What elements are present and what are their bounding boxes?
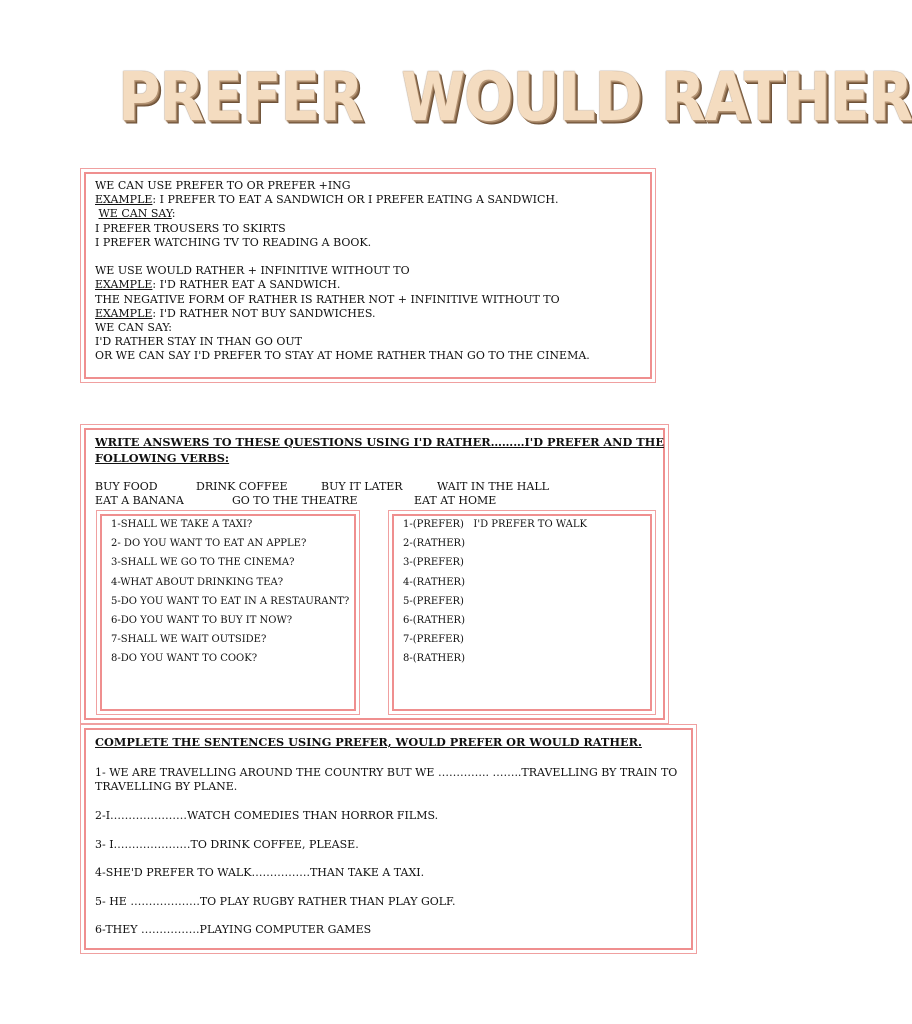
questions-list xyxy=(111,515,349,669)
we-can-say-colon: : xyxy=(171,207,176,221)
verb-eat-banana: EAT A BANANA xyxy=(95,494,184,507)
answer-2: 2-(RATHER) xyxy=(403,538,465,550)
example-prefer xyxy=(95,193,650,207)
verb-eat-at-home: EAT AT HOME xyxy=(414,494,497,507)
verb-drink-coffee: DRINK COFFEE xyxy=(196,480,288,493)
question-8: 8-DO YOU WANT TO COOK? xyxy=(111,653,258,665)
sentence-4: 4-SHE'D PREFER TO WALK…………….THAN TAKE A TAXI. xyxy=(95,866,425,879)
sentence-6: 6-THEY …………….PLAYING COMPUTER GAMES xyxy=(95,923,372,936)
example-would-rather xyxy=(95,278,650,292)
sentence-5: 5- HE ……………….TO PLAY RUGBY RATHER THAN PLAY GOLF. xyxy=(95,895,456,908)
verb-go-to-theatre: GO TO THE THEATRE xyxy=(232,494,358,507)
question-6: 6-DO YOU WANT TO BUY IT NOW? xyxy=(111,614,293,626)
exercise2-heading: COMPLETE THE SENTENCES USING PREFER, WOULD PREFER OR WOULD RATHER. xyxy=(95,735,642,749)
answer-6: 6-(RATHER) xyxy=(403,614,465,626)
example-tv: I PREFER WATCHING TV TO READING A BOOK. xyxy=(95,235,372,249)
question-1: 1-SHALL WE TAKE A TAXI? xyxy=(111,519,253,530)
question-7: 7-SHALL WE WAIT OUTSIDE? xyxy=(111,634,267,646)
we-can-say-line xyxy=(95,207,650,221)
example-cinema: OR WE CAN SAY I'D PREFER TO STAY AT HOME RATHER THAN GO TO THE CINEMA. xyxy=(95,349,590,363)
question-4: 4-WHAT ABOUT DRINKING TEA? xyxy=(111,576,284,588)
sentence-3: 3- I…………………TO DRINK COFFEE, PLEASE. xyxy=(95,838,359,851)
example-negative-text: : I'D RATHER NOT BUY SANDWICHES. xyxy=(152,306,376,320)
example-negative xyxy=(95,307,650,321)
sentence-1-cont: TRAVELLING BY PLANE. xyxy=(95,780,238,793)
answer-4: 4-(RATHER) xyxy=(403,576,465,588)
example-trousers: I PREFER TROUSERS TO SKIRTS xyxy=(95,221,286,235)
verb-buy-it-later: BUY IT LATER xyxy=(321,480,403,493)
question-3: 3-SHALL WE GO TO THE CINEMA? xyxy=(111,557,295,569)
question-5: 5-DO YOU WANT TO EAT IN A RESTAURANT? xyxy=(111,595,350,607)
answer-3: 3-(PREFER) xyxy=(403,557,464,569)
sentence-1: 1- WE ARE TRAVELLING AROUND THE COUNTRY BUT WE ………….. ……..TRAVELLING BY TRAIN TO xyxy=(95,766,678,779)
blank-line xyxy=(95,250,650,264)
rule-negative: THE NEGATIVE FORM OF RATHER IS RATHER NOT + INFINITIVE WITHOUT TO xyxy=(95,292,560,306)
example-would-rather-text: : I'D RATHER EAT A SANDWICH. xyxy=(152,278,341,292)
rule-would-rather: WE USE WOULD RATHER + INFINITIVE WITHOUT TO xyxy=(95,264,410,278)
worksheet-title: PREFER WOULD RATHER xyxy=(118,58,912,137)
rule-prefer: WE CAN USE PREFER TO OR PREFER +ING xyxy=(95,179,351,192)
verb-wait-in-hall: WAIT IN THE HALL xyxy=(437,480,549,493)
example-label: EXAMPLE xyxy=(95,306,153,320)
example-label: EXAMPLE xyxy=(95,278,153,292)
answers-list xyxy=(403,515,587,669)
answer-7: 7-(PREFER) xyxy=(403,634,464,646)
answer-1: 1-(PREFER) I'D PREFER TO WALK xyxy=(403,519,587,530)
answer-5: 5-(PREFER) xyxy=(403,595,464,607)
example-label: EXAMPLE xyxy=(95,193,153,207)
sentence-2: 2-I…………………WATCH COMEDIES THAN HORROR FILMS. xyxy=(95,809,439,822)
we-can-say-2: WE CAN SAY: xyxy=(95,320,172,334)
example-stay-in: I'D RATHER STAY IN THAN GO OUT xyxy=(95,335,302,349)
exercise1-heading-cont: FOLLOWING VERBS: xyxy=(95,451,230,465)
answer-8: 8-(RATHER) xyxy=(403,653,465,665)
we-can-say-label: WE CAN SAY xyxy=(98,207,172,221)
verb-buy-food: BUY FOOD xyxy=(95,480,158,493)
question-2: 2- DO YOU WANT TO EAT AN APPLE? xyxy=(111,538,307,550)
example-prefer-text: : I PREFER TO EAT A SANDWICH OR I PREFER EATING A SANDWICH. xyxy=(152,193,559,207)
grammar-explanation-text xyxy=(95,179,650,363)
exercise1-heading: WRITE ANSWERS TO THESE QUESTIONS USING I'D RATHER………I'D PREFER AND THE xyxy=(95,435,664,449)
